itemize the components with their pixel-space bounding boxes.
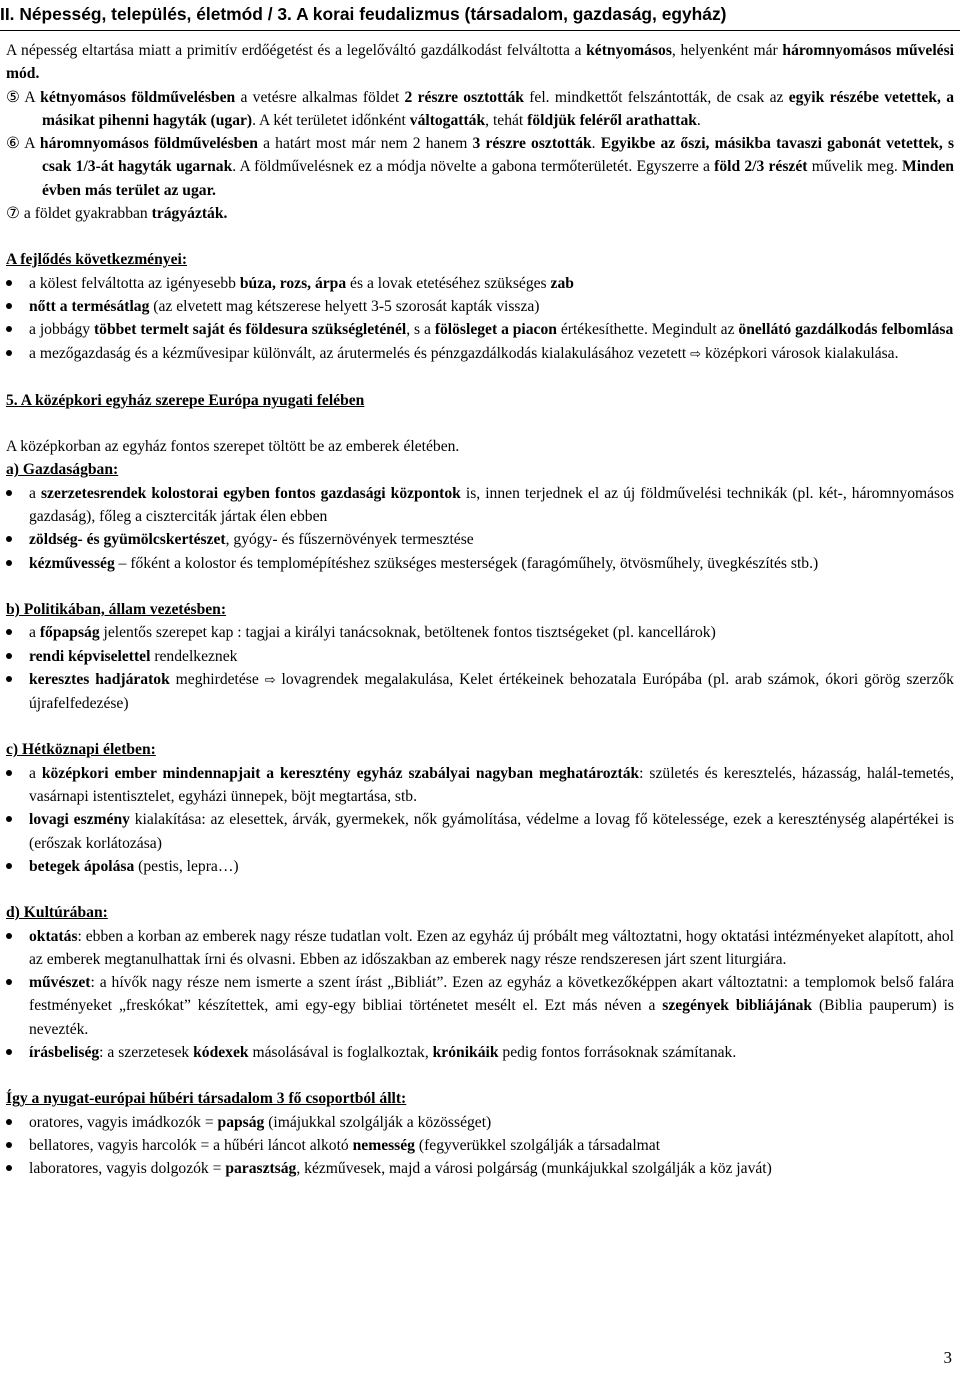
- arrow-right-icon: ⇨: [690, 346, 702, 362]
- text-run: a jobbágy: [29, 321, 94, 339]
- text-run: bellatores, vagyis harcolók = a hűbéri láncot alkotó: [29, 1136, 353, 1154]
- text-run: pedig fontos forrásoknak számítanak.: [498, 1043, 737, 1061]
- bullet-item: [6, 645, 954, 668]
- text-run: (fegyverükkel szolgálják a társadalmat: [414, 1136, 661, 1154]
- text-run: a: [29, 764, 42, 782]
- text-run: lovagrendek megalakulása, Kelet értékeinek behozatala Európába (pl. arab számok, ókori görög szerzők újrafelfedezése): [29, 670, 954, 713]
- text-run: : születés és keresztelés, házasság, halál-temetés, vasárnapi istentisztelet, egyházi ünnepek, böjt megtartása, stb.: [29, 764, 955, 806]
- text-run: másolásával is foglalkoztak,: [248, 1043, 433, 1061]
- section-heading: c) Hétköznapi életben:: [6, 741, 156, 759]
- bold-text: trágyázták.: [151, 205, 228, 223]
- spacer: [6, 366, 954, 389]
- bold-text: oktatás: [29, 927, 78, 945]
- bold-text: fölösleget a piacon: [434, 321, 557, 339]
- document-body: [6, 39, 954, 1180]
- bold-text: rendi képviselettel: [29, 647, 151, 665]
- text-run: , kézművesek, majd a városi polgárság (munkájukkal szolgálják a köz javát): [296, 1160, 772, 1178]
- text-run: (az elvetett mag kétszerese helyett 3-5 szorosát kapták vissza): [149, 297, 540, 315]
- spacer: [6, 878, 954, 901]
- text-run: művelik meg.: [807, 158, 902, 176]
- text-run: A középkorban az egyház fontos szerepet töltött be az emberek életében.: [6, 438, 460, 456]
- text-run: A: [20, 135, 40, 153]
- circled-number-marker: ⑥: [6, 135, 20, 153]
- bold-text: nőtt a termésátlag: [29, 297, 150, 315]
- bold-text: kézművesség: [29, 554, 115, 572]
- text-run: kialakítása: az elesettek, árvák, gyermekek, nők gyámolítása, védelme a lovag fő kötelessége, ezek a kereszténység alapértékei is (erőszak korlátozása): [29, 811, 955, 852]
- bullet-item: [6, 621, 954, 644]
- text-run: a mezőgazdaság és a kézművesipar különvált, az árutermelés és pénzgazdálkodás kialakulásához vezetett: [29, 344, 691, 362]
- bold-text: önellátó gazdálkodás felbomlása: [738, 321, 954, 339]
- page-number: 3: [943, 1348, 952, 1367]
- bullet-item: [6, 272, 954, 295]
- spacer: [6, 575, 954, 598]
- bullet-item: [6, 1041, 954, 1064]
- bold-text: 2 részre osztották: [404, 88, 524, 106]
- bold-text: betegek ápolása: [29, 857, 135, 875]
- bold-text: szerzetesrendek kolostorai egyben fontos gazdasági központok: [40, 484, 461, 502]
- text-run: laboratores, vagyis dolgozók =: [29, 1160, 226, 1178]
- bullet-item: [6, 808, 954, 855]
- bold-text: háromnyomásos földművelésben: [39, 135, 258, 153]
- bold-text: krónikáik: [432, 1043, 499, 1061]
- text-run: a vetésre alkalmas földet: [235, 88, 405, 106]
- bold-text: Egyikbe az őszi, másikba tavaszi gabonát vetettek, s csak 1/3-át hagyták ugarnak: [42, 135, 955, 176]
- text-run: a földet gyakrabban: [20, 205, 152, 223]
- text-run: : ebben a korban az emberek nagy része tudatlan volt. Ezen az egyház új próbált meg változtatni, hogy oktatási intézményeket alapított, ahol az emberek megtanulhattak írni és olvasni. Ebben az időszakban az emberek nagy része rendszeresen járt szent liturgiára.: [29, 927, 954, 968]
- bullet-item: [6, 342, 954, 366]
- bullet-item: [6, 295, 954, 318]
- circled-number-marker: ⑤: [6, 88, 20, 106]
- numbered-item: [6, 132, 954, 202]
- bold-text: háromnyomásos művelési mód.: [6, 42, 954, 83]
- text-run: rendelkeznek: [150, 647, 238, 665]
- bullet-item: [6, 762, 954, 809]
- bold-text: középkori ember mindennapjait a keresztény egyház szabályai nagyban meghatározták: [41, 764, 640, 782]
- text-run: , s a: [406, 321, 435, 339]
- text-run: , gyógy- és fűszernövények termesztése: [225, 531, 474, 549]
- bullet-item: [6, 1111, 954, 1134]
- section-heading: Így a nyugat-európai hűbéri társadalom 3 fő csoportból állt:: [6, 1090, 407, 1108]
- text-run: , helyenként már: [671, 42, 783, 59]
- bold-text: zab: [550, 274, 574, 292]
- bullet-item: [6, 528, 954, 551]
- text-run: (pestis, lepra…): [134, 857, 239, 875]
- numbered-item: [6, 202, 954, 225]
- bold-text: zöldség- és gyümölcskertészet: [29, 531, 226, 549]
- bold-text: 3 részre osztották: [472, 135, 592, 153]
- text-run: a határt most már nem 2 hanem: [257, 135, 473, 153]
- bullet-item: [6, 318, 954, 341]
- bold-text: többet termelt saját és földesura szükségleténél: [93, 321, 407, 339]
- circled-number-marker: ⑦: [6, 205, 20, 223]
- text-run: . A két területet időnként: [252, 111, 410, 129]
- bold-text: búza, rozs, árpa: [239, 274, 347, 292]
- text-run: jelentős szerepet kap : tagjai a királyi tanácsoknak, betöltenek fontos tisztségeket (pl. kancellárok): [99, 624, 716, 642]
- bold-text: nemesség: [352, 1136, 415, 1154]
- bold-text: Minden évben más terület az ugar.: [42, 158, 954, 199]
- section-heading: A fejlődés következményei:: [6, 251, 188, 269]
- text-run: .: [591, 135, 601, 153]
- text-run: (Biblia pauperum) is nevezték.: [29, 997, 954, 1038]
- spacer: [6, 225, 954, 248]
- text-run: oratores, vagyis imádkozók =: [29, 1113, 218, 1131]
- section-heading: a) Gazdaságban:: [6, 461, 119, 479]
- bold-text: kétnyomásos: [586, 42, 672, 59]
- text-run: és a lovak etetéséhez szükséges: [346, 274, 551, 292]
- text-run: .: [696, 111, 701, 129]
- bullet-item: [6, 1134, 954, 1157]
- bold-text: művészet: [29, 974, 91, 992]
- bold-text: lovagi eszmény: [29, 811, 130, 829]
- section-heading: 5. A középkori egyház szerepe Európa nyugati felében: [6, 391, 365, 409]
- bold-text: papság: [217, 1113, 265, 1131]
- text-run: is, innen terjednek el az új földművelési technikák (pl. két-, háromnyomásos gazdaság), főleg a ciszterciták jártak élen ebben: [29, 484, 954, 526]
- text-run: A: [20, 88, 41, 106]
- bullet-item: [6, 855, 954, 878]
- text-run: A népesség eltartása miatt a primitív erdőégetést és a legelőváltó gazdálkodást felváltotta a: [6, 42, 587, 59]
- bold-text: főpapság: [39, 624, 100, 642]
- text-run: a: [29, 624, 40, 642]
- bold-text: föld 2/3 részét: [714, 158, 808, 176]
- spacer: [6, 412, 954, 435]
- paragraph: [6, 39, 954, 86]
- numbered-item: [6, 86, 954, 133]
- spacer: [6, 1064, 954, 1087]
- bold-text: kódexek: [193, 1043, 249, 1061]
- section-heading: b) Politikában, állam vezetésben:: [6, 600, 227, 618]
- text-run: értékesíthette. Megindult az: [556, 321, 739, 339]
- bullet-item: [6, 925, 954, 972]
- text-run: a kölest felváltotta az igényesebb: [29, 274, 240, 292]
- bold-text: váltogatták: [409, 111, 486, 129]
- bold-text: írásbeliség: [29, 1043, 100, 1061]
- bullet-item: [6, 552, 954, 575]
- bullet-item: [6, 971, 954, 1041]
- text-run: – főként a kolostor és templomépítéshez szükséges mesterségek (faragóműhely, ötvösműhely, üvegkészítés stb.): [114, 554, 819, 572]
- text-run: középkori városok kialakulása.: [701, 344, 899, 362]
- bold-text: szegények bibliájának: [662, 997, 813, 1015]
- bold-text: egyik részébe vetettek, a másikat pihenni hagyták (ugar): [42, 88, 955, 129]
- bullet-item: [6, 482, 954, 529]
- bold-text: parasztság: [225, 1160, 297, 1178]
- arrow-right-icon: ⇨: [264, 672, 276, 688]
- page-title: II. Népesség, település, életmód / 3. A korai feudalizmus (társadalom, gazdaság, egyház): [0, 0, 960, 31]
- bold-text: keresztes hadjáratok: [29, 670, 170, 688]
- text-run: (imájukkal szolgálják a közösséget): [264, 1113, 492, 1131]
- text-run: . A földművelésnek ez a módja növelte a gabona termőterületét. Egyszerre a: [232, 158, 715, 176]
- bold-text: földjük feléről arathattak: [527, 111, 697, 129]
- text-run: : a hívők nagy része nem ismerte a szent írást „Bibliát”. Ezen az egyház a következőképpen akart változtatni: a templomok belső falára festményeket „freskókat” készítettek, ami egy-egy bibliai történetet mesélt el. Ezt más néven a: [29, 974, 954, 1015]
- spacer: [6, 715, 954, 738]
- text-run: a: [29, 484, 41, 502]
- bold-text: kétnyomásos földművelésben: [40, 88, 236, 106]
- text-run: , tehát: [485, 111, 528, 129]
- section-heading: d) Kultúrában:: [6, 904, 108, 922]
- text-run: meghirdetése: [169, 670, 265, 688]
- text-run: : a szerzetesek: [99, 1043, 194, 1061]
- bullet-item: [6, 1157, 954, 1180]
- bullet-item: [6, 668, 954, 716]
- text-run: fel. mindkettőt felszántották, de csak az: [523, 88, 789, 106]
- paragraph: [6, 435, 954, 458]
